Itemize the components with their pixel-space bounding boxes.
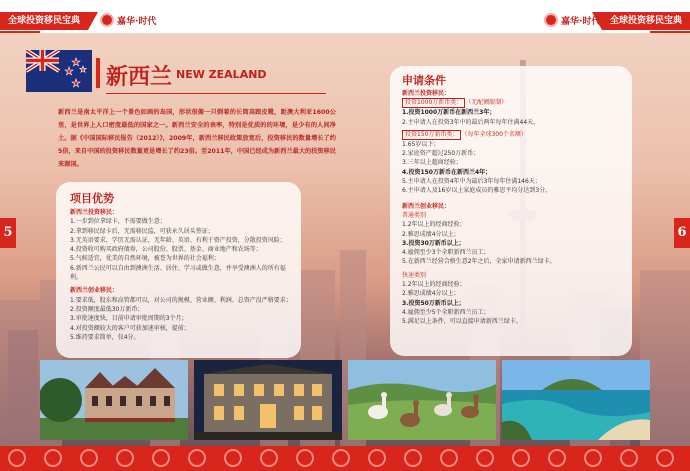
page-title: 新西兰 xyxy=(106,65,173,90)
photo-historic-building xyxy=(40,360,188,440)
tier1-label: 投资1000万新币类： xyxy=(402,98,465,108)
circle-pattern-icon xyxy=(332,449,350,467)
requirements-title: 申请条件 xyxy=(402,74,446,87)
list-item: 3.无英语要求，学历无需认证，无年龄、英语、有利于资产投资，分散投资风险； xyxy=(70,236,286,244)
circle-pattern-icon xyxy=(656,449,674,467)
list-item: 5.维持要求简单，仅4分。 xyxy=(70,333,140,341)
list-item: 1.2年以上的经商经验； xyxy=(402,221,466,229)
list-item: 5.气候适宜，优美的自然环境，被誉为世界的社会福利； xyxy=(70,255,220,263)
circle-pattern-icon xyxy=(404,449,422,467)
circle-pattern-icon xyxy=(224,449,242,467)
page-number-right: 6 xyxy=(674,218,690,248)
list-item: 2.雅思成绩4分以上； xyxy=(402,230,460,238)
tier2-label: 投资150万新币类： xyxy=(402,130,461,140)
new-zealand-flag xyxy=(26,50,92,92)
photo-coastal-bay xyxy=(502,360,650,440)
top-red-line-right xyxy=(650,31,690,33)
list-item: 4.对投资额较大的客户可获加速审核，提前； xyxy=(70,324,190,332)
header-tag-left: 全球投资移民宝典 xyxy=(0,12,88,30)
list-item: 2.拿到移民绿卡后，无需移民监，可获永久居头签证； xyxy=(70,227,214,235)
circle-pattern-icon xyxy=(548,449,566,467)
list-item: 4.雇佣至少5个全职新西兰员工； xyxy=(402,308,490,316)
list-item: 3.三年以上超商经验； xyxy=(402,159,462,167)
brand-logo-text: 嘉华·时代 xyxy=(561,16,601,27)
brand-logo-icon xyxy=(100,13,114,27)
list-item: 1.一步到位拿绿卡，不需要做生意； xyxy=(70,218,166,226)
page-title-english: NEW ZEALAND xyxy=(176,68,267,81)
list-item: 1.65岁以下； xyxy=(402,140,440,148)
fast-category-label: 快速类别 xyxy=(402,271,427,279)
investor-advantages-heading: 新西兰投资移民： xyxy=(70,209,119,216)
circle-pattern-icon xyxy=(188,449,206,467)
list-item: 4.投资收可购买政府债券，公司股份、股票、基金、商业地产和农场等； xyxy=(70,246,262,254)
top-red-line-left xyxy=(0,31,40,33)
circle-pattern-icon xyxy=(260,449,278,467)
business-advantages-heading: 新西兰创业移民： xyxy=(70,287,119,295)
circle-pattern-icon xyxy=(368,449,386,467)
list-item: 4.雇佣至少3个全职新西兰员工； xyxy=(402,249,490,257)
circle-pattern-icon xyxy=(476,449,494,467)
business-requirements-heading: 新西兰创业移民： xyxy=(402,202,451,210)
brand-logo-left xyxy=(100,13,156,27)
list-item: 5.在新西兰经营合格生意2年之后，全家申请新西兰绿卡。 xyxy=(402,258,556,266)
circle-pattern-icon xyxy=(8,449,26,467)
list-item: 3.投资30万新币以上； xyxy=(402,239,465,247)
list-item: 2.家庭资产超过250万新币； xyxy=(402,150,480,158)
list-item: 5.主申请人在投资4年中为最后3年每年住满146天； xyxy=(402,178,541,186)
circle-pattern-icon xyxy=(584,449,602,467)
list-item: 2.投资额度最低30万新币； xyxy=(70,305,144,313)
tier1-note: （无配额限制） xyxy=(465,99,508,107)
circle-pattern-icon xyxy=(440,449,458,467)
list-item: 4.投资150万新币在新西兰4年； xyxy=(402,168,492,176)
circle-pattern-icon xyxy=(512,449,530,467)
title-accent-bar xyxy=(96,58,100,88)
bottom-decorative-band xyxy=(0,446,690,471)
photo-alpacas-field xyxy=(348,360,496,440)
list-item: 5.满足以上条件，可以直接申请新西兰绿卡。 xyxy=(402,318,522,326)
brand-logo-icon xyxy=(544,13,558,27)
list-item: 2.主申请人在投资3年中的最后两年每年住满44天。 xyxy=(402,118,540,126)
investor-requirements-heading: 新西兰投资移民： xyxy=(402,90,451,97)
circle-pattern-icon xyxy=(116,449,134,467)
circle-pattern-icon xyxy=(80,449,98,467)
header-tag-right: 全球投资移民宝典 xyxy=(602,12,690,30)
circle-pattern-icon xyxy=(620,449,638,467)
list-item: 6.主申请人及16岁以上家庭成员的雅思平均分达到3分。 xyxy=(402,187,552,195)
list-item: 1.投资1000万新币在新西兰3年； xyxy=(402,109,496,117)
advantages-content xyxy=(70,208,292,342)
list-item: 3.投资50万新币以上； xyxy=(402,299,465,307)
list-item: 1.要求低，股东和高管都可以，对公司的规模、营业额、利润、总资产没严格要求； xyxy=(70,296,292,304)
brand-logo-text: 嘉华·时代 xyxy=(117,16,157,27)
title-underline xyxy=(106,93,326,94)
normal-category-label: 普通类别 xyxy=(402,211,427,219)
list-item: 1.2年以上的经商经验； xyxy=(402,281,466,289)
page-number-left: 5 xyxy=(0,218,16,248)
list-item: 3.审批速度快，目前申请审批周期的3个月； xyxy=(70,315,188,323)
photo-stone-hotel xyxy=(194,360,342,440)
circle-pattern-icon xyxy=(44,449,62,467)
circle-pattern-icon xyxy=(296,449,314,467)
advantages-title: 项目优势 xyxy=(70,192,114,205)
circle-pattern-icon xyxy=(152,449,170,467)
brand-logo-right xyxy=(544,13,600,27)
list-item: 2.雅思成绩4分以上； xyxy=(402,290,460,298)
list-item: 6.新西兰公民可以自由到澳洲生活、居住、学习或做生意，并享受澳洲人的所有福利。 xyxy=(70,264,286,282)
intro-paragraph: 新西兰是南太平洋上一个景色如画的岛国，形状很像一只倒着的长筒高跟皮靴，距澳大利亚1600公里，是世界上人口密度最低的国家之一。新西兰安全的表率，特别是优质的的环境，是少有的人间净土。据《中国国际移民报告（2012）》，2009年，新西兰移民政策放宽后，投资移民的数量增长了约5倍，来自中国的投资移民数量更是增长了约23倍。至2011年，中国已经成为新西兰最大的投资移民来源国。 xyxy=(58,109,336,168)
tier2-note: （每年全球300个名额） xyxy=(461,130,527,138)
requirements-content xyxy=(402,89,628,327)
